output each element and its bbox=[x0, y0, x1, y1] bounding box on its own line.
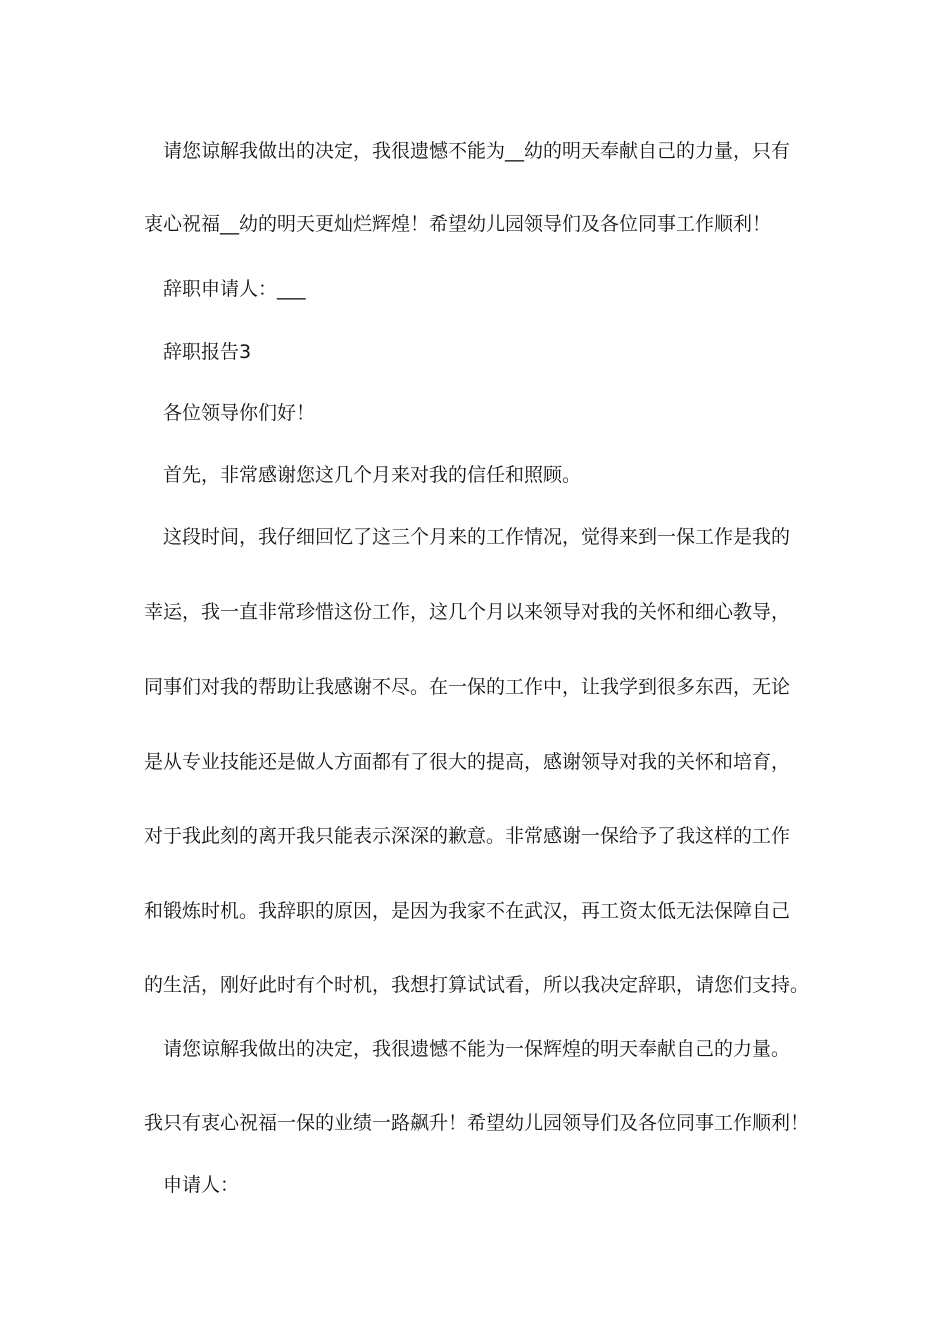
text-line-13: 的生活，刚好此时有个时机，我想打算试试看，所以我决定辞职，请您们支持。 bbox=[144, 974, 810, 996]
text-line-3: 辞职申请人：___ bbox=[163, 278, 306, 300]
text-line-4: 辞职报告3 bbox=[163, 341, 252, 363]
text-line-10: 是从专业技能还是做人方面都有了很大的提高，感谢领导对我的关怀和培育， bbox=[144, 751, 791, 773]
text-line-16: 申请人： bbox=[163, 1174, 240, 1196]
text-line-12: 和锻炼时机。我辞职的原因，是因为我家不在武汉，再工资太低无法保障自己 bbox=[144, 900, 791, 922]
text-line-11: 对于我此刻的离开我只能表示深深的歉意。非常感谢一保给予了我这样的工作 bbox=[144, 825, 791, 847]
text-line-2: 衷心祝福__幼的明天更灿烂辉煌！希望幼儿园领导们及各位同事工作顺利！ bbox=[144, 213, 772, 235]
text-line-1: 请您谅解我做出的决定，我很遗憾不能为__幼的明天奉献自己的力量，只有 bbox=[163, 140, 791, 162]
text-line-6: 首先，非常感谢您这几个月来对我的信任和照顾。 bbox=[163, 464, 582, 486]
text-line-14: 请您谅解我做出的决定，我很遗憾不能为一保辉煌的明天奉献自己的力量。 bbox=[163, 1038, 791, 1060]
text-line-5: 各位领导你们好！ bbox=[163, 402, 316, 424]
text-line-7: 这段时间，我仔细回忆了这三个月来的工作情况，觉得来到一保工作是我的 bbox=[163, 526, 791, 548]
text-line-9: 同事们对我的帮助让我感谢不尽。在一保的工作中，让我学到很多东西，无论 bbox=[144, 676, 791, 698]
text-line-15: 我只有衷心祝福一保的业绩一路飙升！希望幼儿园领导们及各位同事工作顺利！ bbox=[144, 1112, 810, 1134]
text-line-8: 幸运，我一直非常珍惜这份工作，这几个月以来领导对我的关怀和细心教导， bbox=[144, 601, 791, 623]
